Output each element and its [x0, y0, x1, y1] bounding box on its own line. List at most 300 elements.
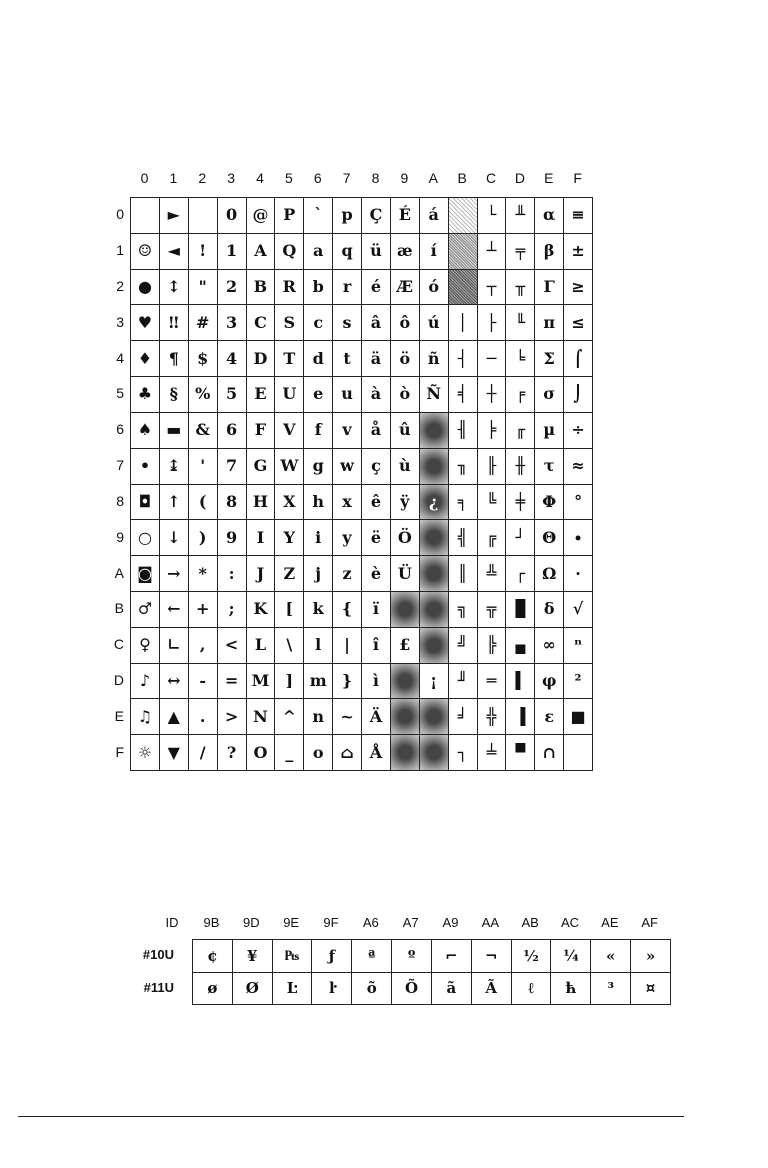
char-cell: V [275, 413, 304, 449]
char-cell: 9 [218, 520, 247, 556]
alt-column-header: AE [601, 915, 619, 930]
char-cell: ↔ [160, 664, 189, 700]
alt-char-cell: ã [432, 973, 472, 1006]
char-cell: í [420, 234, 449, 270]
alt-char-cell: ¥ [233, 940, 273, 973]
char-cell: ] [275, 664, 304, 700]
row-header: 3 [116, 313, 124, 330]
alt-id-header: ID [165, 915, 179, 930]
char-cell: ▬ [160, 413, 189, 449]
char-cell: Ω [535, 556, 564, 592]
char-cell: v [333, 413, 362, 449]
char-cell: ╠ [478, 628, 507, 664]
row-header: D [113, 671, 124, 688]
char-cell: O [247, 735, 276, 771]
char-cell: ● [131, 270, 160, 306]
char-cell: δ [535, 592, 564, 628]
char-cell: Γ [535, 270, 564, 306]
char-cell: ╢ [449, 413, 478, 449]
char-cell: ↕ [160, 270, 189, 306]
char-cell: I [247, 520, 276, 556]
char-cell: → [160, 556, 189, 592]
char-cell: ε [535, 699, 564, 735]
char-cell: ─ [478, 341, 507, 377]
char-cell: █ [506, 592, 535, 628]
row-header: 6 [116, 421, 124, 438]
char-cell: g [304, 449, 333, 485]
char-cell: 8 [218, 485, 247, 521]
char-cell: ╞ [478, 413, 507, 449]
char-cell: â [362, 305, 391, 341]
char-cell: , [189, 628, 218, 664]
char-cell: á [420, 198, 449, 234]
char-cell: b [304, 270, 333, 306]
char-cell: Y [275, 520, 304, 556]
char-cell: β [535, 234, 564, 270]
char-cell: ↨ [160, 449, 189, 485]
char-cell: ù [391, 449, 420, 485]
char-cell: ÷ [564, 413, 593, 449]
char-cell: 4 [218, 341, 247, 377]
alt-char-cell: º [392, 940, 432, 973]
char-cell: ▲ [160, 699, 189, 735]
char-cell [391, 699, 420, 735]
alt-char-cell: ø [193, 973, 233, 1006]
char-cell: T [275, 341, 304, 377]
char-cell: E [247, 377, 276, 413]
char-cell: R [275, 270, 304, 306]
alt-column-header: AA [481, 915, 499, 930]
char-cell: ú [420, 305, 449, 341]
char-cell: É [391, 198, 420, 234]
row-header: 4 [116, 349, 124, 366]
char-cell [420, 592, 449, 628]
alt-column-header: A9 [442, 915, 459, 930]
alt-char-cell: Ŀ [273, 973, 313, 1006]
char-cell: 2 [218, 270, 247, 306]
char-cell: ┬ [478, 270, 507, 306]
char-cell: é [362, 270, 391, 306]
char-cell: t [333, 341, 362, 377]
row-header: 5 [116, 385, 124, 402]
char-cell: ` [304, 198, 333, 234]
char-cell: + [189, 592, 218, 628]
char-cell: α [535, 198, 564, 234]
char-cell: ♣ [131, 377, 160, 413]
alt-row-id: #10U [142, 947, 174, 962]
alt-column-header: AB [521, 915, 539, 930]
char-cell: a [304, 234, 333, 270]
char-cell: ∩ [535, 735, 564, 771]
char-cell: ê [362, 485, 391, 521]
char-cell: ┐ [449, 735, 478, 771]
char-cell: Θ [535, 520, 564, 556]
char-cell: K [247, 592, 276, 628]
char-cell: ó [420, 270, 449, 306]
alt-column-header: 9F [323, 915, 339, 930]
column-header: C [485, 170, 497, 186]
char-cell: ♀ [131, 628, 160, 664]
column-header: A [428, 170, 438, 186]
alt-char-cell: ¬ [472, 940, 512, 973]
alt-char-cell: ₧ [273, 940, 313, 973]
char-cell: _ [275, 735, 304, 771]
char-cell: ☺ [131, 234, 160, 270]
alt-char-cell: ℓ [512, 973, 552, 1006]
char-cell: ü [362, 234, 391, 270]
alt-table-header [0, 915, 768, 935]
column-header: 7 [342, 170, 351, 186]
char-cell: ⌠ [564, 341, 593, 377]
char-cell: § [160, 377, 189, 413]
char-cell: ë [362, 520, 391, 556]
char-cell: ═ [478, 664, 507, 700]
char-cell: ^ [275, 699, 304, 735]
char-cell [420, 699, 449, 735]
char-cell: ⌂ [333, 735, 362, 771]
alt-char-cell: ¼ [551, 940, 591, 973]
char-cell: ♫ [131, 699, 160, 735]
character-grid [130, 197, 593, 771]
char-cell: z [333, 556, 362, 592]
alt-column-header: A6 [362, 915, 379, 930]
char-cell: ☼ [131, 735, 160, 771]
char-cell: ╥ [506, 270, 535, 306]
char-cell: Q [275, 234, 304, 270]
char-cell: ┼ [478, 377, 507, 413]
alt-char-cell: ⌐ [432, 940, 472, 973]
char-cell: ¿ [420, 485, 449, 521]
char-cell: H [247, 485, 276, 521]
char-cell: î [362, 628, 391, 664]
char-cell [449, 270, 478, 306]
char-cell: ▼ [160, 735, 189, 771]
char-cell: * [189, 556, 218, 592]
char-cell: i [304, 520, 333, 556]
char-cell: ♥ [131, 305, 160, 341]
alt-column-header: 9E [283, 915, 300, 930]
char-cell: k [304, 592, 333, 628]
row-header: E [114, 707, 124, 724]
char-cell: ╫ [506, 449, 535, 485]
char-cell: ┤ [449, 341, 478, 377]
char-cell: . [189, 699, 218, 735]
char-cell: ┌ [506, 556, 535, 592]
char-cell: ┘ [506, 520, 535, 556]
char-cell: ÿ [391, 485, 420, 521]
char-cell: Ñ [420, 377, 449, 413]
char-cell: Φ [535, 485, 564, 521]
column-header: 6 [313, 170, 322, 186]
char-cell: ö [391, 341, 420, 377]
char-cell: π [535, 305, 564, 341]
char-cell: J [247, 556, 276, 592]
char-cell: │ [449, 305, 478, 341]
char-cell: û [391, 413, 420, 449]
char-cell: ì [362, 664, 391, 700]
alt-row-id: #11U [143, 979, 174, 995]
char-cell: Ç [362, 198, 391, 234]
char-cell: £ [391, 628, 420, 664]
alt-column-header: AC [560, 915, 580, 930]
char-cell: ╖ [449, 449, 478, 485]
char-cell: x [333, 485, 362, 521]
char-cell: B [247, 270, 276, 306]
char-cell: q [333, 234, 362, 270]
char-cell: ▌ [506, 664, 535, 700]
char-cell: P [275, 198, 304, 234]
char-cell: D [247, 341, 276, 377]
column-header: 8 [371, 170, 380, 186]
char-cell: Z [275, 556, 304, 592]
alt-char-cell: Ã [472, 973, 512, 1006]
char-cell: } [333, 664, 362, 700]
alt-char-cell: ¢ [193, 940, 233, 973]
row-header: 0 [116, 206, 124, 223]
char-cell: e [304, 377, 333, 413]
char-cell: Æ [391, 270, 420, 306]
row-header: 2 [116, 278, 124, 295]
char-cell: M [247, 664, 276, 700]
char-cell: = [218, 664, 247, 700]
char-cell: X [275, 485, 304, 521]
column-header: 2 [198, 170, 207, 186]
char-cell: N [247, 699, 276, 735]
char-cell: 6 [218, 413, 247, 449]
char-cell [420, 449, 449, 485]
char-cell: S [275, 305, 304, 341]
column-header: 1 [169, 170, 178, 186]
char-cell: W [275, 449, 304, 485]
char-cell: ► [160, 198, 189, 234]
footer-rule [18, 1116, 684, 1117]
char-cell: C [247, 305, 276, 341]
char-cell: ╔ [478, 520, 507, 556]
char-cell: < [218, 628, 247, 664]
char-cell: ≤ [564, 305, 593, 341]
char-cell: U [275, 377, 304, 413]
char-cell: ▄ [506, 628, 535, 664]
char-cell: - [189, 664, 218, 700]
char-cell: · [564, 556, 593, 592]
char-cell: ² [564, 664, 593, 700]
char-cell [189, 198, 218, 234]
char-cell: ò [391, 377, 420, 413]
char-cell: ╬ [478, 699, 507, 735]
char-cell: ¶ [160, 341, 189, 377]
alt-char-cell: » [631, 940, 671, 973]
char-cell: ╜ [449, 664, 478, 700]
alt-char-cell: Õ [392, 973, 432, 1006]
char-cell: d [304, 341, 333, 377]
char-cell: @ [247, 198, 276, 234]
char-cell: ■ [564, 699, 593, 735]
char-cell: F [247, 413, 276, 449]
char-cell: " [189, 270, 218, 306]
row-header: C [113, 636, 124, 653]
char-cell: m [304, 664, 333, 700]
char-cell: ▀ [506, 735, 535, 771]
alt-grid [192, 939, 671, 1005]
char-cell: ╡ [449, 377, 478, 413]
char-cell: : [218, 556, 247, 592]
char-cell: φ [535, 664, 564, 700]
char-cell: ╪ [506, 485, 535, 521]
char-cell: ♪ [131, 664, 160, 700]
char-cell: 3 [218, 305, 247, 341]
char-cell: ╨ [506, 198, 535, 234]
alt-char-cell: ³ [591, 973, 631, 1006]
char-cell: L [247, 628, 276, 664]
char-cell: τ [535, 449, 564, 485]
row-header: 1 [116, 242, 124, 259]
char-cell: n [304, 699, 333, 735]
char-cell: ä [362, 341, 391, 377]
char-cell: w [333, 449, 362, 485]
alt-char-cell: ƒ [312, 940, 352, 973]
row-header: A [114, 564, 124, 581]
char-cell: Å [362, 735, 391, 771]
char-cell: c [304, 305, 333, 341]
char-cell: ╒ [506, 377, 535, 413]
char-cell: ) [189, 520, 218, 556]
char-cell: • [131, 449, 160, 485]
char-cell: ∙ [564, 520, 593, 556]
column-header: 4 [256, 170, 264, 186]
column-header: D [514, 170, 525, 186]
char-cell: ○ [131, 520, 160, 556]
char-cell [391, 735, 420, 771]
row-header: 9 [116, 528, 124, 545]
char-cell: ñ [420, 341, 449, 377]
char-cell: ▐ [506, 699, 535, 735]
char-cell: └ [478, 198, 507, 234]
char-cell: ◙ [131, 556, 160, 592]
char-cell: > [218, 699, 247, 735]
row-header: 8 [116, 492, 124, 509]
char-cell: 0 [218, 198, 247, 234]
char-cell: √ [564, 592, 593, 628]
char-cell: ↑ [160, 485, 189, 521]
column-header: F [573, 170, 582, 186]
char-cell: ♂ [131, 592, 160, 628]
char-cell: ♠ [131, 413, 160, 449]
alt-column-header: AF [641, 915, 658, 930]
char-cell: æ [391, 234, 420, 270]
char-cell: σ [535, 377, 564, 413]
row-header: F [115, 743, 124, 760]
alt-char-cell: ª [352, 940, 392, 973]
char-cell [420, 735, 449, 771]
char-cell: ◄ [160, 234, 189, 270]
char-cell: ' [189, 449, 218, 485]
char-cell: & [189, 413, 218, 449]
column-header: B [457, 170, 467, 186]
char-cell: A [247, 234, 276, 270]
char-cell: è [362, 556, 391, 592]
char-cell: ‼ [160, 305, 189, 341]
char-cell: ± [564, 234, 593, 270]
char-cell: Ö [391, 520, 420, 556]
char-cell: ╣ [449, 520, 478, 556]
char-cell: $ [189, 341, 218, 377]
char-cell: s [333, 305, 362, 341]
row-header: B [114, 600, 124, 617]
char-cell [449, 234, 478, 270]
char-cell: Ä [362, 699, 391, 735]
char-cell: ╘ [506, 341, 535, 377]
row-header: 7 [116, 457, 124, 474]
char-cell: o [304, 735, 333, 771]
char-cell: \ [275, 628, 304, 664]
char-cell: ∞ [535, 628, 564, 664]
char-cell: ╟ [478, 449, 507, 485]
char-cell: ╩ [478, 556, 507, 592]
char-cell: y [333, 520, 362, 556]
char-cell: ╕ [449, 485, 478, 521]
char-cell [391, 592, 420, 628]
char-cell: ≡ [564, 198, 593, 234]
char-cell: ╚ [478, 485, 507, 521]
char-cell [564, 735, 593, 771]
char-cell: ┴ [478, 234, 507, 270]
char-cell: ∟ [160, 628, 189, 664]
char-cell: ( [189, 485, 218, 521]
char-cell: ô [391, 305, 420, 341]
char-cell: h [304, 485, 333, 521]
char-cell: # [189, 305, 218, 341]
char-cell: å [362, 413, 391, 449]
char-cell: ╧ [478, 735, 507, 771]
alternate-characters-table [0, 905, 768, 1015]
char-cell: µ [535, 413, 564, 449]
char-cell: 5 [218, 377, 247, 413]
char-cell: ⌡ [564, 377, 593, 413]
char-cell: ≥ [564, 270, 593, 306]
char-cell: j [304, 556, 333, 592]
column-header: E [544, 170, 554, 186]
char-cell: ├ [478, 305, 507, 341]
char-cell: ◘ [131, 485, 160, 521]
char-cell [420, 520, 449, 556]
char-cell: ≈ [564, 449, 593, 485]
char-cell: / [189, 735, 218, 771]
char-cell: ╝ [449, 628, 478, 664]
char-cell: [ [275, 592, 304, 628]
char-cell: | [333, 628, 362, 664]
char-cell: 7 [218, 449, 247, 485]
char-cell: ╤ [506, 234, 535, 270]
char-cell [420, 556, 449, 592]
column-header: 9 [400, 170, 409, 186]
char-cell: ╙ [506, 305, 535, 341]
alt-char-cell: Ø [233, 973, 273, 1006]
char-cell: ! [189, 234, 218, 270]
char-cell: p [333, 198, 362, 234]
char-cell: Σ [535, 341, 564, 377]
char-cell: ¡ [420, 664, 449, 700]
char-cell: r [333, 270, 362, 306]
column-header: 3 [227, 170, 236, 186]
alt-column-header: 9B [203, 915, 220, 930]
char-cell: ç [362, 449, 391, 485]
char-cell: l [304, 628, 333, 664]
char-cell: ♦ [131, 341, 160, 377]
char-cell: ╓ [506, 413, 535, 449]
char-cell: ╗ [449, 592, 478, 628]
char-cell: ↓ [160, 520, 189, 556]
char-cell: % [189, 377, 218, 413]
